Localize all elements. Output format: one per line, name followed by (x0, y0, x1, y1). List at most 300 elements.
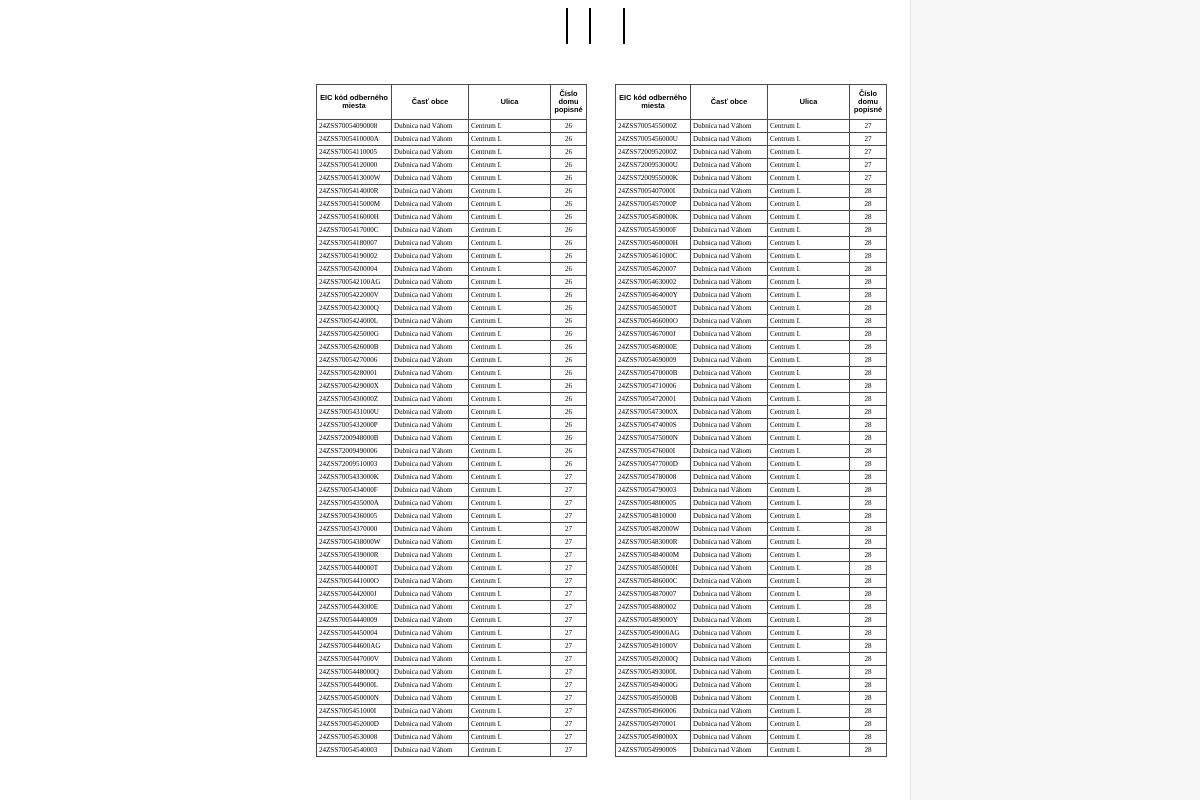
street-cell: Centrum I. (768, 497, 850, 510)
street-cell: Centrum I. (469, 588, 551, 601)
eic-code-cell: 24ZSS7005493000L (616, 666, 691, 679)
street-cell: Centrum I. (768, 679, 850, 692)
street-cell: Centrum I. (469, 120, 551, 133)
column-header-cislo: Číslo domu popisné (850, 85, 887, 120)
municipality-cell: Dubnica nad Váhom (691, 289, 768, 302)
table-row (616, 536, 887, 549)
street-cell: Centrum I. (469, 185, 551, 198)
house-number-cell: 26 (551, 367, 587, 380)
house-number-cell: 28 (850, 549, 887, 562)
table-row (317, 302, 587, 315)
municipality-cell: Dubnica nad Váhom (392, 172, 469, 185)
house-number-cell: 26 (551, 185, 587, 198)
table-row (317, 289, 587, 302)
municipality-cell: Dubnica nad Váhom (691, 510, 768, 523)
house-number-cell: 26 (551, 432, 587, 445)
table-row (317, 601, 587, 614)
eic-code-cell: 24ZSS7200955000K (616, 172, 691, 185)
eic-code-cell: 24ZSS70054690009 (616, 354, 691, 367)
street-cell: Centrum I. (768, 354, 850, 367)
municipality-cell: Dubnica nad Váhom (392, 458, 469, 471)
house-number-cell: 28 (850, 523, 887, 536)
eic-code-cell: 24ZSS7005423000Q (317, 302, 392, 315)
eic-code-cell: 24ZSS700544600AG (317, 640, 392, 653)
street-cell: Centrum I. (469, 666, 551, 679)
house-number-cell: 28 (850, 419, 887, 432)
house-number-cell: 27 (551, 731, 587, 744)
table-row (616, 341, 887, 354)
municipality-cell: Dubnica nad Váhom (691, 237, 768, 250)
street-cell: Centrum I. (469, 484, 551, 497)
eic-code-cell: 24ZSS72009490006 (317, 445, 392, 458)
street-cell: Centrum I. (768, 562, 850, 575)
house-number-cell: 28 (850, 731, 887, 744)
eic-code-cell: 24ZSS700549000AG (616, 627, 691, 640)
table-right (615, 84, 887, 757)
municipality-cell: Dubnica nad Váhom (691, 276, 768, 289)
street-cell: Centrum I. (768, 367, 850, 380)
table-row (317, 588, 587, 601)
table-row (317, 575, 587, 588)
table-row (317, 432, 587, 445)
house-number-cell: 26 (551, 211, 587, 224)
table-row (616, 549, 887, 562)
eic-code-cell: 24ZSS7005486000C (616, 575, 691, 588)
street-cell: Centrum I. (469, 159, 551, 172)
street-cell: Centrum I. (469, 718, 551, 731)
table-row (317, 159, 587, 172)
eic-code-cell: 24ZSS7005456000U (616, 133, 691, 146)
house-number-cell: 26 (551, 315, 587, 328)
table-row (616, 185, 887, 198)
street-cell: Centrum I. (768, 146, 850, 159)
municipality-cell: Dubnica nad Váhom (691, 250, 768, 263)
street-cell: Centrum I. (469, 146, 551, 159)
municipality-cell: Dubnica nad Váhom (691, 432, 768, 445)
municipality-cell: Dubnica nad Váhom (392, 380, 469, 393)
house-number-cell: 26 (551, 263, 587, 276)
table-row (317, 692, 587, 705)
street-cell: Centrum I. (768, 380, 850, 393)
house-number-cell: 28 (850, 445, 887, 458)
house-number-cell: 28 (850, 484, 887, 497)
municipality-cell: Dubnica nad Váhom (392, 120, 469, 133)
municipality-cell: Dubnica nad Váhom (691, 406, 768, 419)
table-row (616, 159, 887, 172)
table-row (616, 432, 887, 445)
house-number-cell: 28 (850, 471, 887, 484)
table-row (317, 224, 587, 237)
municipality-cell: Dubnica nad Váhom (691, 718, 768, 731)
house-number-cell: 26 (551, 198, 587, 211)
municipality-cell: Dubnica nad Váhom (392, 640, 469, 653)
table-row (616, 705, 887, 718)
house-number-cell: 28 (850, 328, 887, 341)
table-row (317, 445, 587, 458)
street-cell: Centrum I. (469, 328, 551, 341)
eic-code-cell: 24ZSS7005467000J (616, 328, 691, 341)
municipality-cell: Dubnica nad Váhom (691, 120, 768, 133)
table-row (616, 237, 887, 250)
municipality-cell: Dubnica nad Váhom (392, 367, 469, 380)
street-cell: Centrum I. (469, 705, 551, 718)
house-number-cell: 28 (850, 458, 887, 471)
house-number-cell: 28 (850, 575, 887, 588)
street-cell: Centrum I. (469, 445, 551, 458)
eic-code-cell: 24ZSS7005441000O (317, 575, 392, 588)
municipality-cell: Dubnica nad Váhom (392, 302, 469, 315)
municipality-cell: Dubnica nad Váhom (392, 250, 469, 263)
house-number-cell: 27 (551, 718, 587, 731)
municipality-cell: Dubnica nad Váhom (691, 497, 768, 510)
eic-code-cell: 24ZSS7005433000K (317, 471, 392, 484)
street-cell: Centrum I. (469, 614, 551, 627)
house-number-cell: 27 (551, 562, 587, 575)
table-row (317, 562, 587, 575)
eic-code-cell: 24ZSS70054810000 (616, 510, 691, 523)
municipality-cell: Dubnica nad Váhom (691, 744, 768, 757)
table-row (317, 627, 587, 640)
municipality-cell: Dubnica nad Váhom (392, 523, 469, 536)
eic-code-cell: 24ZSS7200953000U (616, 159, 691, 172)
house-number-cell: 28 (850, 692, 887, 705)
house-number-cell: 27 (551, 627, 587, 640)
eic-code-cell: 24ZSS7005498000X (616, 731, 691, 744)
house-number-cell: 27 (551, 744, 587, 757)
eic-code-cell: 24ZSS7005477000D (616, 458, 691, 471)
table-row (317, 263, 587, 276)
house-number-cell: 27 (551, 679, 587, 692)
table-row (616, 276, 887, 289)
table-row (317, 276, 587, 289)
eic-code-cell: 24ZSS70054360005 (317, 510, 392, 523)
house-number-cell: 28 (850, 185, 887, 198)
table-row (616, 406, 887, 419)
house-number-cell: 28 (850, 627, 887, 640)
municipality-cell: Dubnica nad Váhom (691, 614, 768, 627)
house-number-cell: 28 (850, 601, 887, 614)
street-cell: Centrum I. (469, 237, 551, 250)
house-number-cell: 27 (551, 614, 587, 627)
municipality-cell: Dubnica nad Váhom (691, 562, 768, 575)
street-cell: Centrum I. (768, 133, 850, 146)
municipality-cell: Dubnica nad Váhom (392, 432, 469, 445)
eic-code-cell: 24ZSS7005416000H (317, 211, 392, 224)
street-cell: Centrum I. (469, 523, 551, 536)
eic-code-cell: 24ZSS7005417000C (317, 224, 392, 237)
municipality-cell: Dubnica nad Váhom (691, 445, 768, 458)
table-row (317, 419, 587, 432)
municipality-cell: Dubnica nad Váhom (392, 211, 469, 224)
house-number-cell: 28 (850, 640, 887, 653)
table-row (317, 458, 587, 471)
street-cell: Centrum I. (768, 731, 850, 744)
table-row (317, 354, 587, 367)
table-row (616, 133, 887, 146)
eic-code-cell: 24ZSS7005465000T (616, 302, 691, 315)
table-row (317, 250, 587, 263)
street-cell: Centrum I. (768, 627, 850, 640)
street-cell: Centrum I. (469, 224, 551, 237)
table-row (616, 627, 887, 640)
municipality-cell: Dubnica nad Váhom (392, 627, 469, 640)
municipality-cell: Dubnica nad Váhom (392, 744, 469, 757)
table-row (616, 718, 887, 731)
house-number-cell: 28 (850, 380, 887, 393)
table-row (317, 315, 587, 328)
column-header-cislo: Číslo domu popisné (551, 85, 587, 120)
house-number-cell: 28 (850, 510, 887, 523)
street-cell: Centrum I. (768, 159, 850, 172)
house-number-cell: 28 (850, 393, 887, 406)
street-cell: Centrum I. (768, 718, 850, 731)
house-number-cell: 26 (551, 419, 587, 432)
table-row (317, 705, 587, 718)
house-number-cell: 27 (551, 484, 587, 497)
eic-code-cell: 24ZSS700542100AG (317, 276, 392, 289)
eic-code-cell: 24ZSS7005442000J (317, 588, 392, 601)
eic-code-cell: 24ZSS70054880002 (616, 601, 691, 614)
municipality-cell: Dubnica nad Váhom (691, 679, 768, 692)
table-row (317, 211, 587, 224)
municipality-cell: Dubnica nad Váhom (691, 588, 768, 601)
municipality-cell: Dubnica nad Váhom (691, 146, 768, 159)
municipality-cell: Dubnica nad Váhom (392, 653, 469, 666)
house-number-cell: 28 (850, 224, 887, 237)
street-cell: Centrum I. (768, 614, 850, 627)
table-row (616, 497, 887, 510)
municipality-cell: Dubnica nad Váhom (392, 731, 469, 744)
street-cell: Centrum I. (469, 315, 551, 328)
municipality-cell: Dubnica nad Váhom (392, 614, 469, 627)
house-number-cell: 26 (551, 458, 587, 471)
eic-code-cell: 24ZSS7005439000R (317, 549, 392, 562)
municipality-cell: Dubnica nad Váhom (392, 679, 469, 692)
street-cell: Centrum I. (768, 653, 850, 666)
eic-code-cell: 24ZSS7005443000E (317, 601, 392, 614)
municipality-cell: Dubnica nad Váhom (691, 263, 768, 276)
table-row (616, 679, 887, 692)
table-row (317, 614, 587, 627)
table-row (317, 744, 587, 757)
house-number-cell: 27 (850, 159, 887, 172)
column-header-eic: EIC kód odberného miesta (616, 85, 691, 120)
municipality-cell: Dubnica nad Váhom (392, 159, 469, 172)
house-number-cell: 26 (551, 289, 587, 302)
house-number-cell: 27 (551, 601, 587, 614)
table-row (317, 731, 587, 744)
column-header-eic: EIC kód odberného miesta (317, 85, 392, 120)
municipality-cell: Dubnica nad Váhom (691, 601, 768, 614)
municipality-cell: Dubnica nad Váhom (392, 406, 469, 419)
eic-code-cell: 24ZSS70054620007 (616, 263, 691, 276)
eic-code-cell: 24ZSS7005438000W (317, 536, 392, 549)
street-cell: Centrum I. (469, 289, 551, 302)
street-cell: Centrum I. (768, 549, 850, 562)
house-number-cell: 28 (850, 354, 887, 367)
municipality-cell: Dubnica nad Váhom (392, 601, 469, 614)
table-row (616, 744, 887, 757)
eic-code-cell: 24ZSS70054280001 (317, 367, 392, 380)
eic-code-cell: 24ZSS7005407000I (616, 185, 691, 198)
street-cell: Centrum I. (469, 419, 551, 432)
eic-code-cell: 24ZSS70054180007 (317, 237, 392, 250)
eic-code-cell: 24ZSS7005424000L (317, 315, 392, 328)
street-cell: Centrum I. (768, 666, 850, 679)
house-number-cell: 27 (551, 692, 587, 705)
table-row (616, 575, 887, 588)
street-cell: Centrum I. (768, 276, 850, 289)
eic-code-cell: 24ZSS7005461000C (616, 250, 691, 263)
municipality-cell: Dubnica nad Váhom (392, 575, 469, 588)
house-number-cell: 26 (551, 133, 587, 146)
street-cell: Centrum I. (768, 211, 850, 224)
eic-code-cell: 24ZSS70054720001 (616, 393, 691, 406)
house-number-cell: 28 (850, 718, 887, 731)
eic-code-cell: 24ZSS7005434000F (317, 484, 392, 497)
column-header-obec: Časť obce (392, 85, 469, 120)
eic-code-cell: 24ZSS70054110005 (317, 146, 392, 159)
eic-code-cell: 24ZSS70054200004 (317, 263, 392, 276)
street-cell: Centrum I. (768, 120, 850, 133)
street-cell: Centrum I. (469, 406, 551, 419)
house-number-cell: 26 (551, 393, 587, 406)
table-row (317, 237, 587, 250)
municipality-cell: Dubnica nad Váhom (392, 224, 469, 237)
eic-code-cell: 24ZSS7005491000V (616, 640, 691, 653)
street-cell: Centrum I. (469, 549, 551, 562)
eic-code-cell: 24ZSS7005474000S (616, 419, 691, 432)
street-cell: Centrum I. (469, 458, 551, 471)
municipality-cell: Dubnica nad Váhom (691, 653, 768, 666)
street-cell: Centrum I. (469, 627, 551, 640)
municipality-cell: Dubnica nad Váhom (392, 549, 469, 562)
table-row (616, 120, 887, 133)
municipality-cell: Dubnica nad Váhom (691, 731, 768, 744)
eic-code-cell: 24ZSS7005468000E (616, 341, 691, 354)
street-cell: Centrum I. (469, 172, 551, 185)
municipality-cell: Dubnica nad Váhom (392, 445, 469, 458)
eic-code-cell: 24ZSS70054960006 (616, 705, 691, 718)
municipality-cell: Dubnica nad Váhom (392, 185, 469, 198)
eic-code-cell: 24ZSS7005413000W (317, 172, 392, 185)
street-cell: Centrum I. (469, 354, 551, 367)
street-cell: Centrum I. (469, 536, 551, 549)
eic-code-cell: 24ZSS70054270006 (317, 354, 392, 367)
street-cell: Centrum I. (469, 510, 551, 523)
municipality-cell: Dubnica nad Váhom (691, 627, 768, 640)
street-cell: Centrum I. (469, 250, 551, 263)
street-cell: Centrum I. (768, 445, 850, 458)
eic-code-cell: 24ZSS7005489000Y (616, 614, 691, 627)
street-cell: Centrum I. (469, 679, 551, 692)
municipality-cell: Dubnica nad Váhom (392, 328, 469, 341)
municipality-cell: Dubnica nad Váhom (691, 198, 768, 211)
municipality-cell: Dubnica nad Váhom (691, 172, 768, 185)
table-row (317, 393, 587, 406)
street-cell: Centrum I. (768, 601, 850, 614)
street-cell: Centrum I. (768, 471, 850, 484)
municipality-cell: Dubnica nad Váhom (691, 640, 768, 653)
table-row (616, 653, 887, 666)
table-right-header (616, 85, 887, 120)
house-number-cell: 27 (850, 120, 887, 133)
street-cell: Centrum I. (768, 588, 850, 601)
table-row (616, 146, 887, 159)
table-row (616, 367, 887, 380)
municipality-cell: Dubnica nad Váhom (392, 276, 469, 289)
eic-code-cell: 24ZSS7005435000A (317, 497, 392, 510)
eic-code-cell: 24ZSS7005429000X (317, 380, 392, 393)
eic-code-cell: 24ZSS7005448000Q (317, 666, 392, 679)
column-header-ulica: Ulica (768, 85, 850, 120)
municipality-cell: Dubnica nad Váhom (392, 237, 469, 250)
municipality-cell: Dubnica nad Váhom (691, 575, 768, 588)
municipality-cell: Dubnica nad Váhom (392, 484, 469, 497)
municipality-cell: Dubnica nad Váhom (392, 146, 469, 159)
street-cell: Centrum I. (768, 237, 850, 250)
table-row (616, 302, 887, 315)
house-number-cell: 26 (551, 302, 587, 315)
municipality-cell: Dubnica nad Váhom (392, 510, 469, 523)
municipality-cell: Dubnica nad Váhom (392, 419, 469, 432)
page-marker-line (623, 8, 625, 44)
eic-code-cell: 24ZSS70054790003 (616, 484, 691, 497)
municipality-cell: Dubnica nad Váhom (392, 315, 469, 328)
table-row (616, 445, 887, 458)
street-cell: Centrum I. (469, 341, 551, 354)
table-row (616, 640, 887, 653)
street-cell: Centrum I. (768, 523, 850, 536)
municipality-cell: Dubnica nad Váhom (392, 666, 469, 679)
house-number-cell: 28 (850, 562, 887, 575)
street-cell: Centrum I. (469, 302, 551, 315)
street-cell: Centrum I. (469, 692, 551, 705)
eic-code-cell: 24ZSS7005499000S (616, 744, 691, 757)
eic-code-cell: 24ZSS7005455000Z (616, 120, 691, 133)
house-number-cell: 26 (551, 380, 587, 393)
eic-code-cell: 24ZSS7005466000O (616, 315, 691, 328)
house-number-cell: 27 (850, 146, 887, 159)
house-number-cell: 26 (551, 328, 587, 341)
eic-code-cell: 24ZSS7005470000B (616, 367, 691, 380)
house-number-cell: 28 (850, 744, 887, 757)
house-number-cell: 28 (850, 705, 887, 718)
eic-code-cell: 24ZSS70054090008 (317, 120, 392, 133)
street-cell: Centrum I. (469, 562, 551, 575)
house-number-cell: 26 (551, 354, 587, 367)
house-number-cell: 28 (850, 666, 887, 679)
table-row (616, 250, 887, 263)
eic-code-cell: 24ZSS70054540003 (317, 744, 392, 757)
eic-code-cell: 24ZSS70054530008 (317, 731, 392, 744)
municipality-cell: Dubnica nad Váhom (691, 211, 768, 224)
street-cell: Centrum I. (768, 406, 850, 419)
table-left-body (317, 120, 587, 757)
eic-code-cell: 24ZSS7005485000H (616, 562, 691, 575)
house-number-cell: 26 (551, 445, 587, 458)
eic-code-cell: 24ZSS7005414000R (317, 185, 392, 198)
municipality-cell: Dubnica nad Váhom (392, 588, 469, 601)
municipality-cell: Dubnica nad Váhom (691, 705, 768, 718)
street-cell: Centrum I. (768, 328, 850, 341)
eic-code-cell: 24ZSS7005410000A (317, 133, 392, 146)
page-marker-line (589, 8, 591, 44)
municipality-cell: Dubnica nad Váhom (392, 354, 469, 367)
municipality-cell: Dubnica nad Váhom (392, 289, 469, 302)
house-number-cell: 26 (551, 250, 587, 263)
eic-code-cell: 24ZSS7005492000Q (616, 653, 691, 666)
